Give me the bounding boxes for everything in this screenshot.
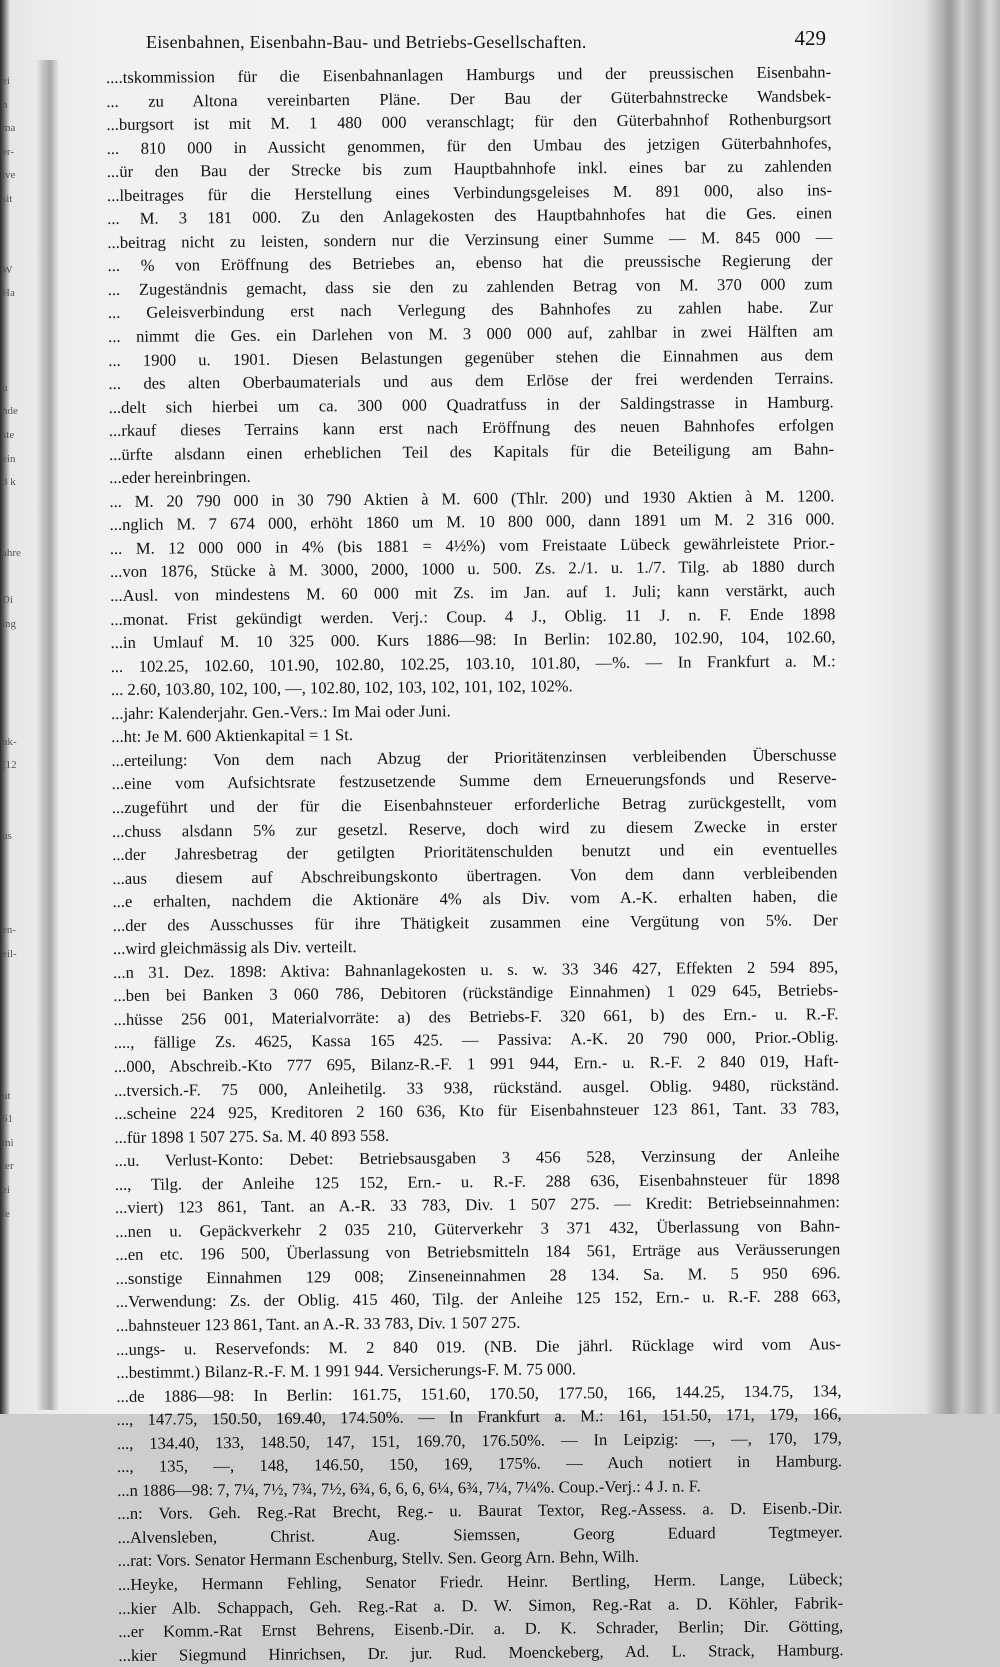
facing-page-fragment: us (2, 830, 12, 842)
text-line: ...ür den Bau der Strecke bis zum Hauptbahnhofe inkl. eines bar zu zahlenden (106, 156, 832, 182)
text-line: ..., Tilg. der Anleihe 125 152, Ern.- u. R.-F. 288 636, Eisenbahnsteuer für 1898 (114, 1168, 840, 1194)
facing-page-fragment (2, 849, 42, 873)
text-line: ...rat: Vors. Senator Hermann Eschenburg, Stellv. Sen. Georg Arn. Behn, Wilh. (117, 1547, 640, 1571)
header-title: Eisenbahnen, Eisenbahn-Bau- und Betriebs-Gesellschaften. (146, 32, 587, 52)
facing-page-fragment (2, 353, 42, 377)
facing-page-fragment: nde (2, 405, 18, 418)
facing-page-fragment (2, 1037, 42, 1061)
facing-page-fragment (2, 1297, 42, 1321)
text-line: ..., 147.75, 150.50, 169.40, 174.50%. — In Frankfurt a. M.: 161, 151.50, 171, 179, 166, (116, 1404, 842, 1430)
text-line: ... 102.25, 102.60, 101.90, 102.80, 102.25, 103.10, 101.80, —%. — In Frankfurt a. M.: (110, 650, 836, 676)
text-line: ...burgsort ist mit M. 1 480 000 veranschlagt; für den Güterbahnhof Rothenburgsort (106, 109, 832, 135)
facing-page-fragment: 3 k (2, 476, 16, 489)
facing-page-fragment: er- (2, 145, 14, 158)
facing-page-fragment: ahre (2, 546, 21, 559)
text-line: ...u. Verlust-Konto: Debet: Betriebsausgaben 3 456 528, Verzinsung der Anleihe (114, 1145, 840, 1171)
text-line: ...Verwendung: Zs. der Oblig. 415 460, Tilg. der Anleihe 125 152, Ern.- u. R.-F. 288 663, (115, 1286, 841, 1312)
facing-page-fragment: ie (2, 1207, 10, 1220)
text-line: ...erteilung: Von dem nach Abzug der Prioritätenzinsen verbleibenden Überschusse (111, 745, 837, 770)
text-line: ...aus diesem auf Abschreibungskonto übertragen. Von dem dann verbleibenden (112, 862, 838, 888)
text-line: ...zugeführt und der für die Eisenbahnsteuer erforderliche Betrag zurückgestellt, vom (111, 792, 837, 817)
facing-page-fragment: 61 (2, 1113, 13, 1126)
text-line: ... M. 3 181 000. Zu den Anlagekosten des Hauptbahnhofes hat die Ges. einen (107, 203, 833, 229)
facing-page-fragment: Di (2, 594, 13, 607)
text-line: ...in Umlauf M. 10 325 000. Kurs 1886—98: In Berlin: 102.80, 102.90, 104, 102.60, (110, 627, 836, 653)
text-line: ...ben bei Banken 3 060 786, Debitoren (rückständige Einnahmen) 1 029 645, Betriebs- (113, 980, 839, 1006)
text-line: ...Heyke, Hermann Fehling, Senator Friedr. Heinr. Bertling, Herm. Lange, Lübeck; (117, 1569, 843, 1594)
facing-page-fragment (2, 683, 42, 707)
text-line: ...eine vom Aufsichtsrate festzusetzende Summe dem Erneuerungsfonds und Reserve- (111, 768, 837, 794)
text-line: ...chuss alsdann 5% zur gesetzl. Reserve, doch wird zu diesem Zwecke in erster (111, 815, 838, 841)
facing-page-fragment: u (2, 381, 8, 394)
facing-page-fragment (2, 1273, 42, 1297)
text-line: ... M. 12 000 000 in 4% (bis 1881 = 4½%) vom Freistaate Lübeck gewährleistete Prior.- (109, 533, 835, 558)
text-line: ... 2.60, 103.80, 102, 100, —, 102.80, 102, 103, 102, 101, 102, 102%. (110, 676, 573, 700)
facing-page-fragment (2, 1226, 42, 1250)
facing-page-fragment: ma (2, 122, 16, 135)
text-line: ...en etc. 196 500, Überlassung von Betriebsmitteln 184 561, Erträge aus Veräusserungen (115, 1239, 841, 1265)
facing-page-fragment (2, 660, 42, 684)
text-line: ...von 1876, Stücke à M. 3000, 2000, 1000 u. 500. Zs. 2./1. u. 1./7. Tilg. ab 1880 durch (109, 556, 836, 582)
facing-page-fragment (2, 518, 42, 542)
facing-page-fragment (2, 1014, 42, 1038)
facing-page-fragment (2, 235, 42, 259)
text-line: ...hüsse 256 001, Materialvorräte: a) des Betriebs-F. 320 661, b) des Ern.- u. R.-F. (113, 1004, 839, 1029)
text-line: ...n: Vors. Geh. Reg.-Rat Brecht, Reg.- u. Baurat Textor, Reg.-Assess. a. D. Eisenb.-Dir. (117, 1498, 843, 1524)
text-line: ...der Jahresbetrag der getilgten Prioritätenschulden benutzt und ein eventuelles (112, 839, 838, 865)
text-line: ...jahr: Kalenderjahr. Gen.-Vers.: Im Mai oder Juni. (111, 701, 451, 723)
text-line: ...n 31. Dez. 1898: Aktiva: Bahnanlagekosten u. s. w. 33 346 427, Effekten 2 594 895, (113, 957, 839, 982)
facing-page-fragment (2, 967, 42, 991)
text-line: ..., 135, —, 148, 146.50, 150, 169, 175%. — Auch notiert in Hamburg. (116, 1451, 843, 1477)
facing-page-fragment (2, 801, 42, 825)
facing-page-fragment: W (2, 263, 13, 276)
facing-page-fragment: eil- (2, 947, 17, 960)
facing-page-fragment (2, 1061, 42, 1085)
facing-page-fragment (2, 636, 42, 660)
facing-page-fragment (2, 1320, 42, 1344)
text-line: ...kier Siegmund Hinrichsen, Dr. jur. Rud. Moenckeberg, Ad. L. Strack, Hamburg. (118, 1639, 844, 1665)
text-line: ...tversich.-F. 75 000, Anleihetilg. 33 938, rückständ. ausgel. Oblig. 9480, rückständ. (113, 1074, 840, 1100)
text-line: ... M. 20 790 000 in 30 790 Aktien à M. 600 (Thlr. 200) und 1930 Aktien à M. 1200. (109, 486, 835, 511)
facing-page-fragment: Ha (2, 287, 15, 300)
facing-page-fragment (2, 896, 42, 920)
text-line: ...Ausl. von mindestens M. 60 000 mit Zs. im Jan. auf 1. Juli; kann verstärkt, auch (110, 580, 836, 606)
facing-page-fragment (2, 872, 42, 896)
text-line: ...wird gleichmässig als Div. verteilt. (112, 937, 357, 959)
facing-page-fragment: mi (2, 1136, 14, 1149)
facing-page-fragment: ste (2, 428, 15, 441)
text-line: ...scheine 224 925, Kreditoren 2 160 636, Kto für Eisenbahnsteuer 123 861, Tant. 33 783, (114, 1098, 840, 1124)
running-header (146, 24, 826, 54)
text-line: ..., 134.40, 133, 148.50, 147, 151, 169.70, 176.50%. — In Leipzig: —, —, 170, 179, (116, 1427, 842, 1453)
facing-page-fragment: n (2, 98, 8, 111)
facing-page-fragment: (12 (2, 759, 17, 772)
text-line: ... 810 000 in Aussicht genommen, für den Umbau des jetzigen Güterbahnhofes, (106, 132, 832, 158)
text-line: ...bestimmt.) Bilanz-R.-F. M. 1 991 944. Versicherungs-F. M. 75 000. (116, 1359, 577, 1383)
facing-page-fragment: ing (2, 617, 17, 630)
text-line: ... 1900 u. 1901. Diesen Belastungen gegenüber stehen die Einnahmen aus dem (108, 344, 834, 370)
facing-page-fragment (2, 778, 42, 802)
text-line: ...er Komm.-Rat Ernst Behrens, Eisenb.-Dir. a. D. K. Schrader, Berlin; Dir. Götting, (118, 1616, 844, 1642)
text-line: ...ungs- u. Reservefonds: M. 2 840 019. (NB. Die jährl. Rücklage wird vom Aus- (116, 1333, 842, 1359)
facing-page-fragment (2, 990, 42, 1014)
page-number: 429 (794, 26, 826, 50)
facing-page-fragment (2, 330, 42, 354)
text-line: ... % von Eröffnung des Betriebes an, ebenso hat die preussische Regierung der (107, 250, 833, 276)
facing-page-fragments (2, 70, 42, 1390)
text-line: ... nimmt die Ges. ein Darlehen von M. 3 000 000 auf, zahlbar in zwei Hälften am (108, 321, 834, 347)
text-line: ... Zugeständnis gemacht, dass sie den zu zahlenden Betrag von M. 370 000 zum (107, 274, 833, 299)
text-line: ...de 1886—98: In Berlin: 161.75, 151.60, 170.50, 177.50, 166, 144.25, 134.75, 134, (116, 1380, 842, 1406)
text-line: ...kier Alb. Schappach, Geh. Reg.-Rat a. D. W. Simon, Reg.-Rat a. D. Köhler, Fabrik- (118, 1592, 844, 1618)
facing-page-fragment (2, 707, 42, 731)
facing-page-fragment (2, 212, 42, 236)
text-line: ...ürfte alsdann einen erheblichen Teil des Kapitals für die Beteiligung am Bahn- (108, 439, 835, 464)
text-line: ...e erhalten, nachdem die Aktionäre 4% als Div. vom A.-K. erhalten haben, die (112, 886, 838, 912)
text-line: ... des alten Oberbaumaterials und aus dem Erlöse der frei werdenden Terrains. (108, 368, 834, 394)
text-line: ...der des Ausschusses für ihre Thätigkeit zusammen eine Vergütung von 5%. Der (112, 909, 838, 935)
facing-page-fragment: ter (2, 1160, 14, 1173)
text-line: ...für 1898 1 507 275. Sa. M. 40 893 558. (114, 1125, 390, 1147)
facing-page-fragment: lve (2, 169, 16, 182)
text-line: ...., fällige Zs. 4625, Kassa 165 425. — Passiva: A.-K. 20 790 000, Prior.-Oblig. (113, 1027, 839, 1053)
text-line: ...viert) 123 861, Tant. an A.-R. 33 783, Div. 1 507 275. — Kredit: Betriebseinnahmen: (114, 1192, 841, 1218)
text-line: ...n 1886—98: 7, 7¼, 7½, 7¾, 7½, 6¾, 6, 6, 6, 6¼, 6¾, 7¼, 7¼%. Coup.-Verj.: 4 J. n. F. (117, 1476, 701, 1500)
text-line: ...nglich M. 7 674 000, erhöht 1860 um M. 10 800 000, dann 1891 um M. 2 316 000. (109, 509, 835, 535)
facing-page-fragment (2, 1250, 42, 1274)
facing-page-fragment: ut (2, 1089, 11, 1102)
text-line: ...ht: Je M. 600 Aktienkapital = 1 St. (111, 725, 354, 747)
text-line: ...sonstige Einnahmen 129 008; Zinseneinnahmen 28 134. Sa. M. 5 950 696. (115, 1263, 841, 1288)
facing-page-fragment (2, 306, 42, 330)
facing-page-fragment (2, 495, 42, 519)
text-line: ...eder hereinbringen. (109, 467, 251, 488)
text-line: ....tskommission für die Eisenbahnanlagen Hamburgs und der preussischen Eisenbahn- (106, 62, 832, 87)
facing-page-fragment: ei (2, 1183, 10, 1196)
text-line: ...bahnsteuer 123 861, Tant. an A.-R. 33 783, Div. 1 507 275. (115, 1312, 521, 1335)
text-line: ...rkauf dieses Terrains kann erst nach Eröffnung des neuen Bahnhofes erfolgen (108, 415, 834, 441)
text-line: ... Geleisverbindung erst nach Verlegung des Bahnhofes zu zahlen habe. Zur (107, 297, 833, 323)
text-line: ...lbeitrages für die Herstellung eines Verbindungsgeleises M. 891 000, also ins- (106, 180, 833, 205)
facing-page-fragment (2, 565, 42, 589)
text-line: ...delt sich hierbei um ca. 300 000 Quadratfuss in der Saldingstrasse in Hamburg. (108, 391, 834, 417)
text-line: ... zu Altona vereinbarten Pläne. Der Bau der Güterbahnstrecke Wandsbek- (106, 85, 832, 111)
text-line: ...000, Abschreib.-Kto 777 695, Bilanz-R.-F. 1 991 944, Ern.- u. R.-F. 2 840 019, Haft- (113, 1051, 839, 1076)
facing-page-fragment: en- (2, 924, 17, 937)
facing-page-fragment: sit (2, 192, 13, 205)
facing-page-fragment: nk- (2, 735, 17, 748)
text-line: ...beitrag nicht zu leisten, sondern nur die Verzinsung einer Summe — M. 845 000 — (107, 227, 833, 252)
text-line: ...nen u. Gepäckverkehr 2 035 210, Güterverkehr 3 371 432, Überlassung von Bahn- (115, 1216, 841, 1241)
facing-page-fragment: ein (2, 452, 16, 465)
text-line: ...Alvensleben, Christ. Aug. Siemssen, Georg Eduard Tegtmeyer. (117, 1522, 843, 1547)
body-text (106, 60, 844, 1665)
text-line: ...monat. Frist gekündigt werden. Verj.: Coup. 4 J., Oblig. 11 J. n. F. Ende 1898 (110, 603, 836, 629)
facing-page-fragment: ei (2, 75, 10, 87)
